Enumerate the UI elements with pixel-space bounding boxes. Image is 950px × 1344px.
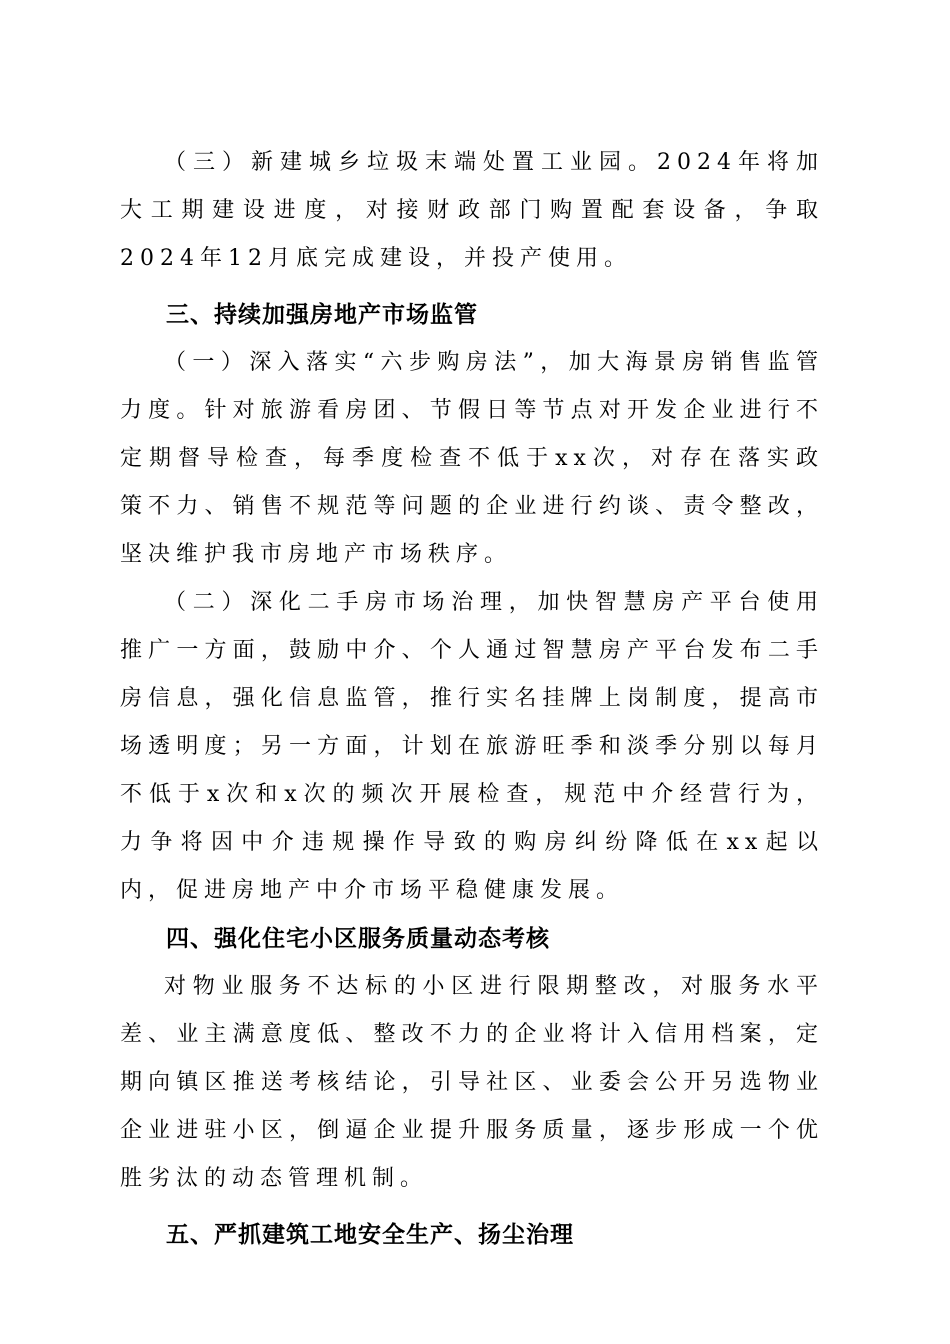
paragraph-second-hand-housing: （二）深化二手房市场治理，加快智慧房产平台使用推广一方面，鼓励中介、个人通过智慧房产平台发布二手房信息，强化信息监管，推行实名挂牌上岗制度，提高市场透明度；另一方面，计划在旅游旺季和淡季分别以每月不低于x次和x次的频次开展检查，规范中介经营行为，力争将因中介违规操作导致的购房纠纷降低在xx起以内，促进房地产中介市场平稳健康发展。 <box>120 590 824 903</box>
paragraph-six-step-purchase: （一）深入落实“六步购房法”，加大海景房销售监管力度。针对旅游看房团、节假日等节点对开发企业进行不定期督导检查，每季度检查不低于xx次，对存在落实政策不力、销售不规范等问题的企业进行约谈、责令整改，坚决维护我市房地产市场秩序。 <box>120 350 824 567</box>
heading-construction-safety: 五、严抓建筑工地安全生产、扬尘治理 <box>166 1222 574 1248</box>
document-page <box>120 139 824 1259</box>
paragraph-waste-industrial-park: （三）新建城乡垃圾末端处置工业园。2024年将加大工期建设进度，对接财政部门购置配套设备，争取2024年12月底完成建设，并投产使用。 <box>120 150 824 271</box>
heading-real-estate-supervision: 三、持续加强房地产市场监管 <box>166 302 478 328</box>
heading-residential-service-assessment: 四、强化住宅小区服务质量动态考核 <box>166 926 550 952</box>
paragraph-property-service: 对物业服务不达标的小区进行限期整改，对服务水平差、业主满意度低、整改不力的企业将计入信用档案，定期向镇区推送考核结论，引导社区、业委会公开另选物业企业进驻小区，倒逼企业提升服务质量，逐步形成一个优胜劣汰的动态管理机制。 <box>120 974 824 1191</box>
